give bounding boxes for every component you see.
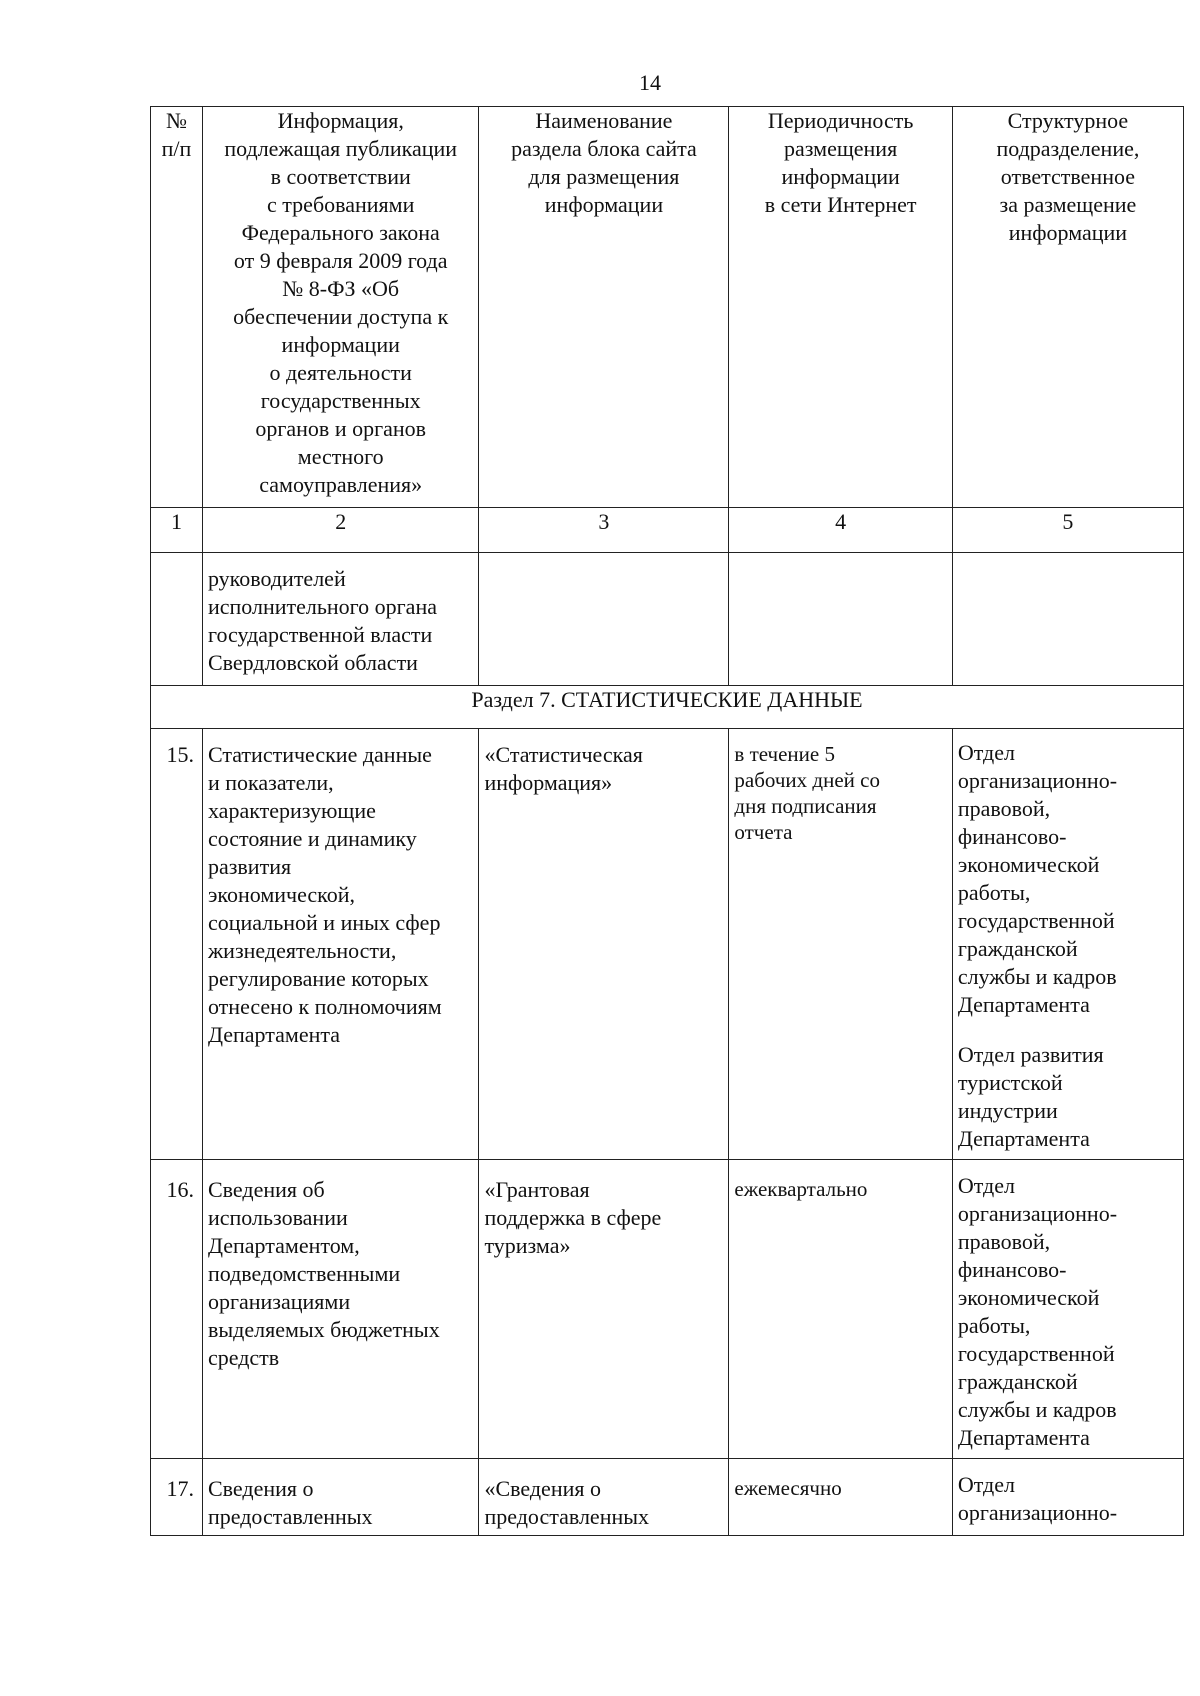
continuation-row [151, 553, 1184, 686]
department-text: Отдел развития туристской индустрии Департамента [957, 1042, 1104, 1151]
continuation-periodicity-cell [729, 553, 952, 686]
row-periodicity: ежеквартально [729, 1160, 952, 1459]
row-site-section: «Грантовая поддержка в сфере туризма» [479, 1160, 729, 1459]
header-number: № п/п [151, 107, 203, 508]
table-row [151, 1459, 1184, 1536]
column-number: 1 [151, 508, 203, 553]
continuation-number-cell [151, 553, 203, 686]
row-information: Сведения о предоставленных [202, 1459, 478, 1536]
header-information: Информация, подлежащая публикации в соответствии с требованиями Федерального закона от 9 февраля 2009 года № 8-ФЗ «Об обеспечении доступа к информации о деятельности государственных органов и органов местного самоуправления» [202, 107, 478, 508]
header-responsible-department: Структурное подразделение, ответственное за размещение информации [952, 107, 1183, 508]
table-header-row [151, 107, 1184, 508]
department-text: Отдел организационно- правовой, финансово- экономической работы, государственной гражданской службы и кадров Департамента [957, 740, 1118, 1017]
row-site-section: «Сведения о предоставленных [479, 1459, 729, 1536]
row-number: 17. [151, 1459, 203, 1536]
row-number: 16. [151, 1160, 203, 1459]
header-site-section: Наименование раздела блока сайта для размещения информации [479, 107, 729, 508]
column-number: 3 [479, 508, 729, 553]
row-periodicity: ежемесячно [729, 1459, 952, 1536]
section-title: Раздел 7. СТАТИСТИЧЕСКИЕ ДАННЫЕ [151, 686, 1184, 729]
table-row [151, 729, 1184, 1160]
row-department: Отдел организационно- правовой, финансово- экономической работы, государственной гражданской службы и кадров Департамента [952, 1160, 1183, 1459]
row-department: Отдел организационно- [952, 1459, 1183, 1536]
row-site-section: «Статистическая информация» [479, 729, 729, 1160]
row-information: Сведения об использовании Департаментом, подведомственными организациями выделяемых бюджетных средств [202, 1160, 478, 1459]
header-periodicity: Периодичность размещения информации в сети Интернет [729, 107, 952, 508]
column-number: 2 [202, 508, 478, 553]
column-numbers-row [151, 508, 1184, 553]
continuation-information: руководителей исполнительного органа государственной власти Свердловской области [202, 553, 478, 686]
page-number: 14 [639, 70, 661, 95]
column-number: 4 [729, 508, 952, 553]
publication-table [150, 106, 1184, 1536]
section-title-row [151, 686, 1184, 729]
column-number: 5 [952, 508, 1183, 553]
row-department [952, 729, 1183, 1160]
row-periodicity: в течение 5 рабочих дней со дня подписания отчета [729, 729, 952, 1160]
table-row [151, 1160, 1184, 1459]
continuation-site-section-cell [479, 553, 729, 686]
continuation-department-cell [952, 553, 1183, 686]
row-number: 15. [151, 729, 203, 1160]
row-information: Статистические данные и показатели, характеризующие состояние и динамику развития экономической, социальной и иных сфер жизнедеятельности, регулирование которых отнесено к полномочиям Департамента [202, 729, 478, 1160]
